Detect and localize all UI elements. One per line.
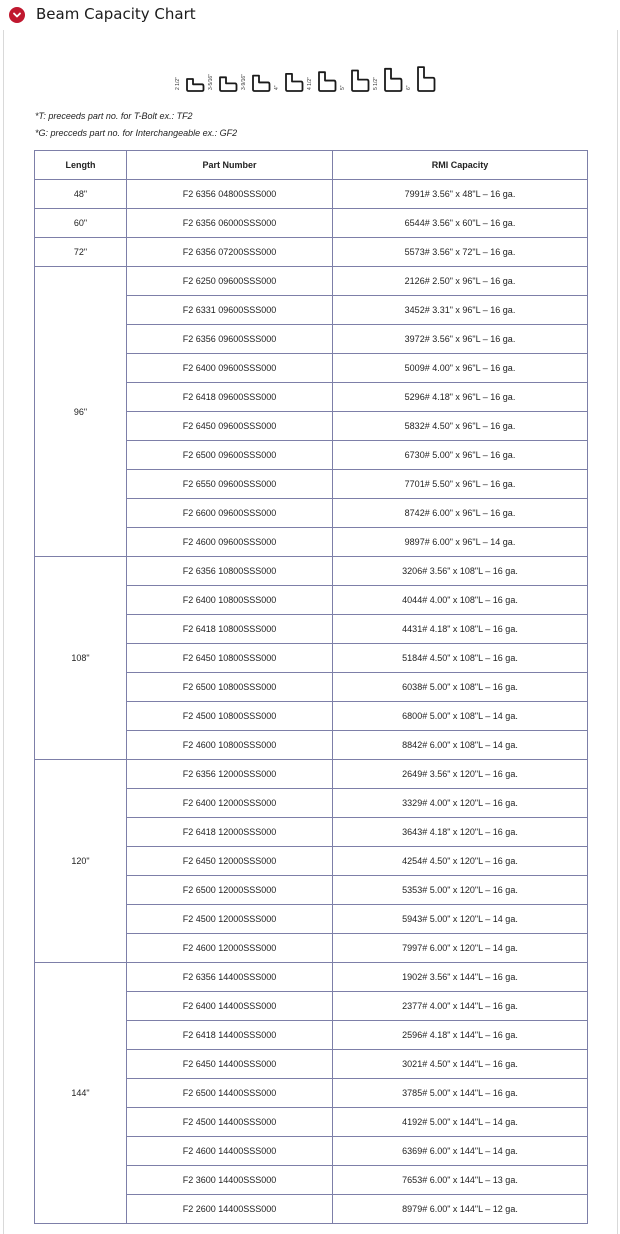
part-number-cell: F2 6500 10800SSS000 xyxy=(127,673,333,702)
table-row xyxy=(35,267,588,296)
part-number-cell: F2 6600 09600SSS000 xyxy=(127,499,333,528)
beam-profile-icon xyxy=(350,64,370,92)
beam-profile xyxy=(175,62,208,92)
table-row xyxy=(35,760,588,789)
rmi-capacity-cell: 3643# 4.18" x 120"L – 16 ga. xyxy=(333,818,588,847)
beam-profile-icon xyxy=(383,64,403,92)
beam-profile-icon xyxy=(251,64,271,92)
beam-profile-label: 4" xyxy=(274,85,280,90)
rmi-capacity-cell: 7991# 3.56" x 48"L – 16 ga. xyxy=(333,180,588,209)
rmi-capacity-cell: 5184# 4.50" x 108"L – 16 ga. xyxy=(333,644,588,673)
beam-profile-label: 3-5/16" xyxy=(208,74,214,90)
beam-profile-icon xyxy=(185,64,205,92)
beam-profile xyxy=(208,62,241,92)
header-rmi-capacity: RMI Capacity xyxy=(333,151,588,180)
length-cell: 108" xyxy=(35,557,127,760)
beam-profile xyxy=(241,62,274,92)
accordion-header[interactable] xyxy=(0,0,620,30)
rmi-capacity-cell: 3329# 4.00" x 120"L – 16 ga. xyxy=(333,789,588,818)
beam-profile xyxy=(340,62,373,92)
part-number-cell: F2 4500 14400SSS000 xyxy=(127,1108,333,1137)
rmi-capacity-cell: 8979# 6.00" x 144"L – 12 ga. xyxy=(333,1195,588,1224)
part-number-cell: F2 6250 09600SSS000 xyxy=(127,267,333,296)
rmi-capacity-cell: 6730# 5.00" x 96"L – 16 ga. xyxy=(333,441,588,470)
rmi-capacity-cell: 4044# 4.00" x 108"L – 16 ga. xyxy=(333,586,588,615)
rmi-capacity-cell: 5832# 4.50" x 96"L – 16 ga. xyxy=(333,412,588,441)
part-number-cell: F2 4600 09600SSS000 xyxy=(127,528,333,557)
rmi-capacity-cell: 5943# 5.00" x 120"L – 14 ga. xyxy=(333,905,588,934)
section-title: Beam Capacity Chart xyxy=(36,5,196,23)
part-number-cell: F2 4600 12000SSS000 xyxy=(127,934,333,963)
rmi-capacity-cell: 5296# 4.18" x 96"L – 16 ga. xyxy=(333,383,588,412)
part-number-cell: F2 6400 09600SSS000 xyxy=(127,354,333,383)
table-row xyxy=(35,209,588,238)
rmi-capacity-cell: 6544# 3.56" x 60"L – 16 ga. xyxy=(333,209,588,238)
rmi-capacity-cell: 6800# 5.00" x 108"L – 14 ga. xyxy=(333,702,588,731)
part-number-cell: F2 6331 09600SSS000 xyxy=(127,296,333,325)
rmi-capacity-cell: 5353# 5.00" x 120"L – 16 ga. xyxy=(333,876,588,905)
part-number-cell: F2 6450 12000SSS000 xyxy=(127,847,333,876)
rmi-capacity-cell: 3785# 5.00" x 144"L – 16 ga. xyxy=(333,1079,588,1108)
beam-profile-label: 6" xyxy=(406,85,412,90)
rmi-capacity-cell: 7653# 6.00" x 144"L – 13 ga. xyxy=(333,1166,588,1195)
note-tbolt: *T: preceeds part no. for T-Bolt ex.: TF2 xyxy=(35,111,193,121)
table-header-row xyxy=(35,151,588,180)
part-number-cell: F2 6400 10800SSS000 xyxy=(127,586,333,615)
beam-profile-diagrams xyxy=(175,62,439,92)
rmi-capacity-cell: 8842# 6.00" x 108"L – 14 ga. xyxy=(333,731,588,760)
beam-profile-icon xyxy=(416,64,436,92)
length-cell: 60" xyxy=(35,209,127,238)
part-number-cell: F2 6356 12000SSS000 xyxy=(127,760,333,789)
beam-profile xyxy=(406,62,439,92)
length-cell: 96" xyxy=(35,267,127,557)
part-number-cell: F2 6356 09600SSS000 xyxy=(127,325,333,354)
beam-profile-icon xyxy=(284,64,304,92)
part-number-cell: F2 6356 07200SSS000 xyxy=(127,238,333,267)
part-number-cell: F2 6550 09600SSS000 xyxy=(127,470,333,499)
rmi-capacity-cell: 3206# 3.56" x 108"L – 16 ga. xyxy=(333,557,588,586)
table-row xyxy=(35,238,588,267)
rmi-capacity-cell: 7701# 5.50" x 96"L – 16 ga. xyxy=(333,470,588,499)
beam-profile xyxy=(307,62,340,92)
beam-profile-label: 5" xyxy=(340,85,346,90)
rmi-capacity-cell: 2377# 4.00" x 144"L – 16 ga. xyxy=(333,992,588,1021)
part-number-cell: F2 4500 12000SSS000 xyxy=(127,905,333,934)
rmi-capacity-cell: 9897# 6.00" x 96"L – 14 ga. xyxy=(333,528,588,557)
part-number-cell: F2 4500 10800SSS000 xyxy=(127,702,333,731)
rmi-capacity-cell: 4254# 4.50" x 120"L – 16 ga. xyxy=(333,847,588,876)
rmi-capacity-cell: 3452# 3.31" x 96"L – 16 ga. xyxy=(333,296,588,325)
rmi-capacity-cell: 4431# 4.18" x 108"L – 16 ga. xyxy=(333,615,588,644)
beam-profile-icon xyxy=(218,64,238,92)
part-number-cell: F2 6400 12000SSS000 xyxy=(127,789,333,818)
part-number-cell: F2 6356 14400SSS000 xyxy=(127,963,333,992)
beam-capacity-table xyxy=(34,150,588,1224)
rmi-capacity-cell: 6038# 5.00" x 108"L – 16 ga. xyxy=(333,673,588,702)
length-cell: 120" xyxy=(35,760,127,963)
rmi-capacity-cell: 6369# 6.00" x 144"L – 14 ga. xyxy=(333,1137,588,1166)
header-part-number: Part Number xyxy=(127,151,333,180)
beam-profile-icon xyxy=(317,64,337,92)
beam-profile-label: 4 1/2" xyxy=(307,77,313,90)
part-number-cell: F2 6400 14400SSS000 xyxy=(127,992,333,1021)
length-cell: 72" xyxy=(35,238,127,267)
beam-profile xyxy=(274,62,307,92)
part-number-cell: F2 6418 10800SSS000 xyxy=(127,615,333,644)
table-row xyxy=(35,180,588,209)
part-number-cell: F2 6356 04800SSS000 xyxy=(127,180,333,209)
part-number-cell: F2 6450 09600SSS000 xyxy=(127,412,333,441)
part-number-cell: F2 4600 10800SSS000 xyxy=(127,731,333,760)
note-interchangeable: *G: precceds part no. for Interchangeable ex.: GF2 xyxy=(35,128,238,138)
part-number-cell: F2 6356 10800SSS000 xyxy=(127,557,333,586)
rmi-capacity-cell: 3972# 3.56" x 96"L – 16 ga. xyxy=(333,325,588,354)
part-number-cell: F2 6418 09600SSS000 xyxy=(127,383,333,412)
part-number-cell: F2 6450 14400SSS000 xyxy=(127,1050,333,1079)
part-number-cell: F2 6500 14400SSS000 xyxy=(127,1079,333,1108)
rmi-capacity-cell: 2649# 3.56" x 120"L – 16 ga. xyxy=(333,760,588,789)
part-number-cell: F2 3600 14400SSS000 xyxy=(127,1166,333,1195)
chevron-down-icon[interactable] xyxy=(9,7,25,23)
header-length: Length xyxy=(35,151,127,180)
rmi-capacity-cell: 3021# 4.50" x 144"L – 16 ga. xyxy=(333,1050,588,1079)
rmi-capacity-cell: 5573# 3.56" x 72"L – 16 ga. xyxy=(333,238,588,267)
beam-profile-label: 3-9/16" xyxy=(241,74,247,90)
rmi-capacity-cell: 7997# 6.00" x 120"L – 14 ga. xyxy=(333,934,588,963)
table-row xyxy=(35,557,588,586)
rmi-capacity-cell: 5009# 4.00" x 96"L – 16 ga. xyxy=(333,354,588,383)
rmi-capacity-cell: 1902# 3.56" x 144"L – 16 ga. xyxy=(333,963,588,992)
beam-profile-label: 2 1/2" xyxy=(175,77,181,90)
rmi-capacity-cell: 4192# 5.00" x 144"L – 14 ga. xyxy=(333,1108,588,1137)
beam-profile xyxy=(373,62,406,92)
rmi-capacity-cell: 2596# 4.18" x 144"L – 16 ga. xyxy=(333,1021,588,1050)
length-cell: 144" xyxy=(35,963,127,1224)
part-number-cell: F2 6500 09600SSS000 xyxy=(127,441,333,470)
length-cell: 48" xyxy=(35,180,127,209)
beam-profile-label: 5 1/2" xyxy=(373,77,379,90)
rmi-capacity-cell: 8742# 6.00" x 96"L – 16 ga. xyxy=(333,499,588,528)
table-row xyxy=(35,963,588,992)
part-number-cell: F2 6500 12000SSS000 xyxy=(127,876,333,905)
part-number-cell: F2 6356 06000SSS000 xyxy=(127,209,333,238)
part-number-cell: F2 6418 12000SSS000 xyxy=(127,818,333,847)
part-number-cell: F2 6450 10800SSS000 xyxy=(127,644,333,673)
rmi-capacity-cell: 2126# 2.50" x 96"L – 16 ga. xyxy=(333,267,588,296)
part-number-cell: F2 2600 14400SSS000 xyxy=(127,1195,333,1224)
part-number-cell: F2 6418 14400SSS000 xyxy=(127,1021,333,1050)
part-number-cell: F2 4600 14400SSS000 xyxy=(127,1137,333,1166)
